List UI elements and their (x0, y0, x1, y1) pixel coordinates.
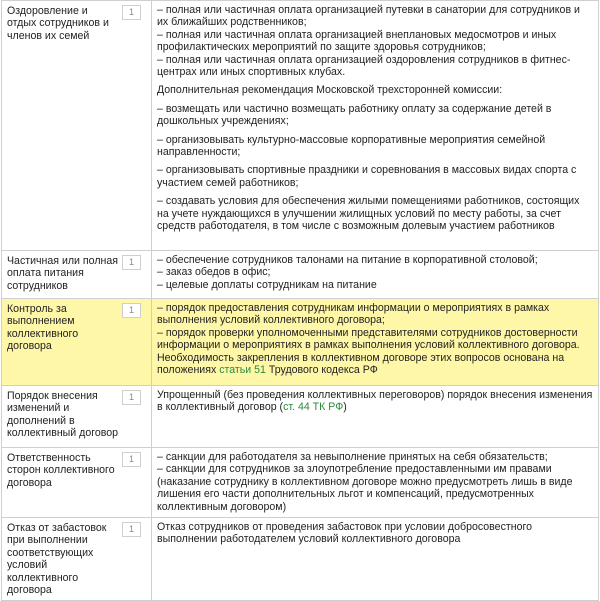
list-item: – целевые доплаты сотрудникам на питание (157, 278, 377, 291)
number-badge: 1 (122, 303, 141, 318)
body-text: Отказ сотрудников от проведения забастовок при условии добросовестного выполнении работодателем условий коллективного договора (157, 521, 532, 546)
list-item: – санкции для работодателя за невыполнение принятых на себя обязательств; (157, 451, 548, 463)
list-item: – организовывать культурно-массовые корпоративные мероприятия семейной направленности; (157, 133, 546, 159)
list-item: – заказ обедов в офис; (157, 266, 271, 279)
topic-label: Контроль за выполнением коллективного договора (7, 303, 79, 353)
body-text (157, 389, 593, 414)
table-row-highlighted (2, 299, 599, 386)
content-cell (152, 1, 599, 251)
content-cell (152, 386, 599, 448)
content-cell (152, 518, 599, 601)
body-text-part: ) (343, 401, 347, 414)
number-badge: 1 (122, 522, 141, 537)
list-item: – создавать условия для обеспечения жилыми помещениями работников, состоящих на учете нуждающихся в улучшении жилищных условий по месту работы, за счет средств работодателя, в том числе с возможным долевым участием работников (157, 195, 580, 233)
topic-cell (2, 386, 152, 448)
list-item: – санкции для сотрудников за злоупотребление предоставленными им правами (наказание сотруднику в коллективном договоре можно предусмотреть лишь в виде лишения его части дополнительных льгот и компенсаций, предусмотренных коллективным договором) (157, 463, 573, 513)
topic-cell (2, 251, 152, 299)
table-row (2, 1, 599, 251)
content-cell (152, 251, 599, 299)
topic-label: Оздоровление и отдых сотрудников и членов их семей (7, 5, 109, 42)
list-item: – полная или частичная оплата организацией оздоровления сотрудников в фитнес-центрах или иных спортивных клубах. (157, 53, 571, 79)
note-text: Необходимость закрепления в коллективном договоре этих вопросов основана на положениях (157, 351, 565, 377)
table-row (2, 448, 599, 518)
table-row (2, 251, 599, 299)
list-item: – возмещать или частично возмещать работнику оплату за содержание детей в дошкольных учреждениях; (157, 102, 552, 128)
list-item: – обеспечение сотрудников талонами на питание в корпоративной столовой; (157, 254, 538, 266)
list-item: – порядок проверки уполномоченными представителями сотрудников достоверности информации о мероприятиях в рамках выполнения условий коллективного договора. (157, 326, 580, 352)
legal-note (157, 352, 593, 377)
article-51-link[interactable]: статьи 51 (219, 364, 266, 377)
list-item: – полная или частичная оплата организацией внеплановых медосмотров и иных профилактических мероприятий по защите здоровья сотрудников; (157, 28, 557, 54)
table-row (2, 386, 599, 448)
note-text: Трудового кодекса РФ (265, 364, 378, 377)
table-row (2, 518, 599, 601)
topic-cell (2, 518, 152, 601)
content-cell (152, 448, 599, 518)
number-badge: 1 (122, 390, 141, 405)
topic-label: Ответственность сторон коллективного договора (7, 452, 115, 489)
topic-label: Порядок внесения изменений и дополнений в коллективный договор (7, 390, 119, 440)
body-text-part: Упрощенный (без проведения коллективных переговоров) порядок внесения изменения в коллективный договор ( (157, 389, 593, 414)
topic-cell (2, 299, 152, 386)
number-badge: 1 (122, 452, 141, 467)
topic-cell (2, 448, 152, 518)
topic-label: Отказ от забастовок при выполнении соответствующих условий коллективного договора (7, 522, 107, 597)
topic-cell (2, 1, 152, 251)
benefits-table (1, 0, 599, 601)
article-44-link[interactable]: ст. 44 ТК РФ (283, 401, 344, 414)
content-cell (152, 299, 599, 386)
number-badge: 1 (122, 255, 141, 270)
recommendation-heading: Дополнительная рекомендация Московской трехсторонней комиссии: (157, 84, 503, 97)
list-item: – порядок предоставления сотрудникам информации о мероприятиях в рамках выполнения условий коллективного договора; (157, 302, 550, 327)
list-item: – полная или частичная оплата организацией путевки в санатории для сотрудников и их ближайших родственников; (157, 4, 580, 29)
number-badge: 1 (122, 5, 141, 20)
topic-label: Частичная или полная оплата питания сотрудников (7, 255, 118, 292)
list-item: – организовывать спортивные праздники и соревнования в массовых видах спорта с участием семей работников; (157, 164, 577, 189)
